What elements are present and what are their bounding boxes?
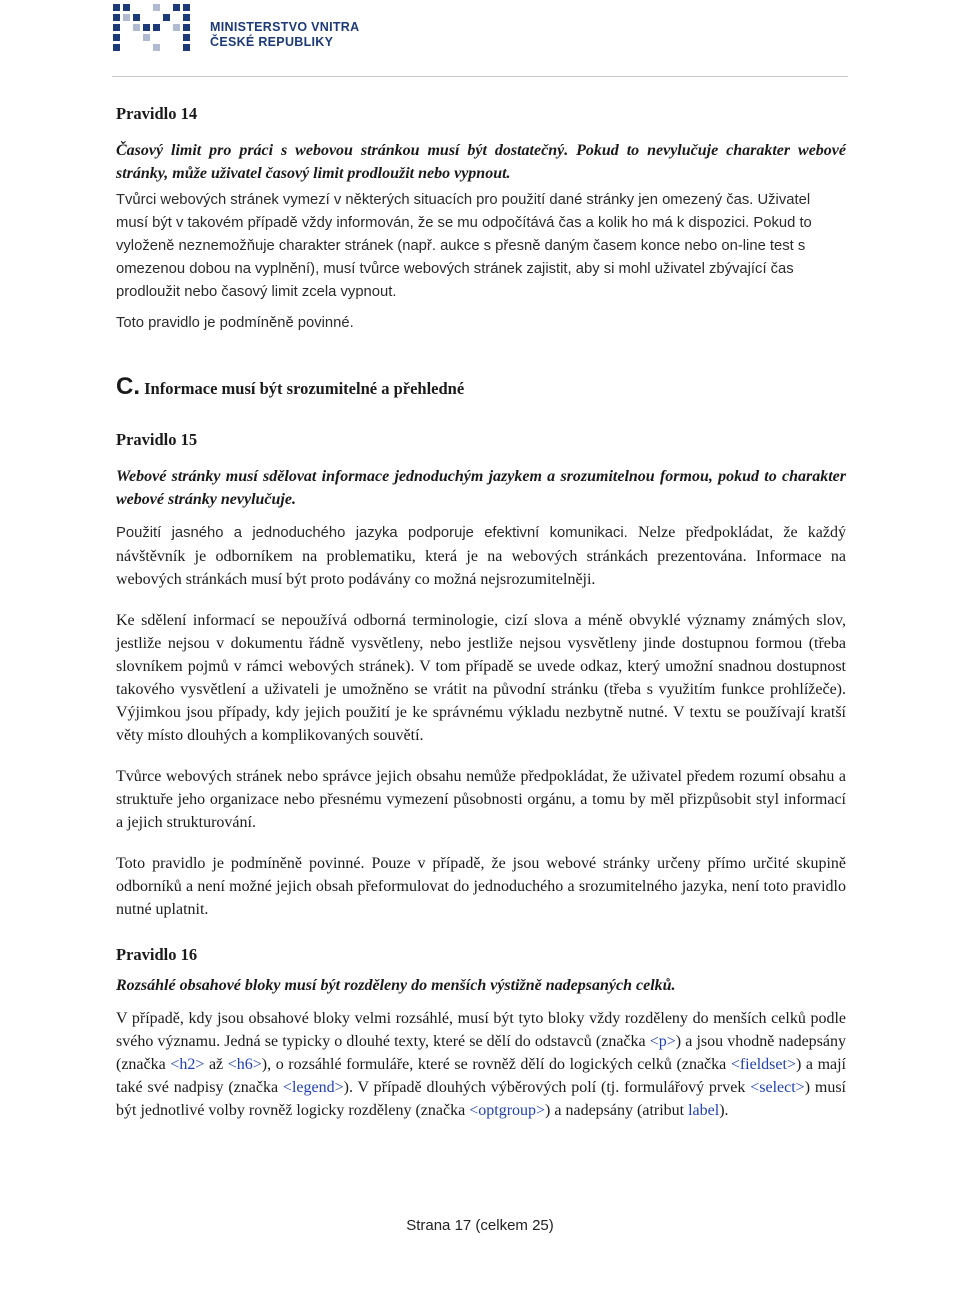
document-body [116,102,846,1122]
rule15-paragraph-4: Toto pravidlo je podmíněně povinné. Pouze v případě, že jsou webové stránky určeny přímo určité skupině odborníků a není možné jejich obsah přeformulovat do jednoduchého a srozumitelného jazyka, není toto pravidlo nutné uplatnit. [116,855,846,918]
rule14-paragraph [116,189,846,304]
ministry-name-line2: ČESKÉ REPUBLIKY [210,35,334,49]
rule14-heading: Pravidlo 14 [116,104,198,123]
tag-h6: <h6> [227,1056,262,1073]
section-c-letter: C. [116,373,140,400]
section-c-title: Informace musí být srozumitelné a přehledné [144,379,465,398]
ministry-name [210,20,359,50]
rule16-text-4: ), o rozsáhlé formuláře, které se rovněž dělí do logických celků (značka [261,1056,731,1073]
section-c-heading [116,375,846,400]
tag-label: label [688,1102,720,1119]
rule15-paragraph-3: Tvůrce webových stránek nebo správce jejich obsahu nemůže předpokládat, že uživatel předem rozumí obsahu a struktuře jeho organizace nebo přesnému vymezení působnosti orgánu, a tomu by měl přizpůsobit styl informací a jejich strukturování. [116,768,846,831]
rule16-paragraph [116,1007,846,1122]
tag-legend: <legend> [282,1079,344,1096]
rule15-heading: Pravidlo 15 [116,430,198,449]
rule15-paragraph-1a: Použití jasného a jednoduchého jazyka podporuje efektivní komunikaci. [116,525,628,541]
tag-select: <select> [750,1079,805,1096]
tag-fieldset: <fieldset> [730,1056,796,1073]
rule16-text-5: ) a mají také své nadpisy (značka [116,1056,847,1096]
rule16-text-3: až [204,1056,228,1073]
rule15-statement: Webové stránky musí sdělovat informace jednoduchým jazykem a srozumitelnou formou, pokud to charakter webové stránky nevylučuje. [116,468,846,508]
rule14-paragraph-a: Tvůrci webových stránek vymezí v některých situacích pro použití dané stránky jen omezený čas. Uživatel musí být v takovém případě vždy informován, že se mu odpočítává čas a kolik ho má k dispozici. Pokud to vyloženě neznemožňuje charakter stránek (např. [116,192,812,254]
rule14-note: Toto pravidlo je podmíněně povinné. [116,315,354,331]
rule16-statement: Rozsáhlé obsahové bloky musí být rozděleny do menších výstižně nadepsaných celků. [116,977,676,994]
rule16-text-6: ). V případě dlouhých výběrových polí (tj. formulářový prvek [343,1079,751,1096]
rule14-paragraph-b: aukce s přesně daným časem konce nebo on-line test s omezenou dobou na vyplnění), musí tvůrce webových stránek zajistit, aby si mohl uživatel zbývající čas prodloužit nebo časový limit zcela vypnout. [116,238,806,300]
rule16-text-9: ). [719,1102,729,1119]
rule16-text-8: ) a nadepsány (atribut [545,1102,689,1119]
header-divider [112,76,848,77]
tag-h2: <h2> [170,1056,205,1073]
rule14-statement: Časový limit pro práci s webovou stránkou musí být dostatečný. Pokud to nevylučuje charakter webové stránky, může uživatel časový limit prodloužit nebo vypnout. [116,142,846,182]
page-header [0,0,960,80]
rule16-text-1: V případě, kdy jsou obsahové bloky velmi rozsáhlé, musí být tyto bloky vždy rozděleny do menších celků podle svého významu. Jedná se typicky o dlouhé texty, které se dělí do odstavců (značka [116,1010,846,1050]
tag-optgroup: <optgroup> [469,1102,546,1119]
rule15-paragraph-1b: Nelze předpokládat, že každý návštěvník je odborníkem na problematiku, která je na webových stránkách prezentována. Informace na webových stránkách musí být proto podávány co možná nejsrozumitelněji. [116,524,847,588]
rule16-heading: Pravidlo 16 [116,945,198,964]
tag-p: <p> [649,1033,676,1050]
rule16-text-7: ) musí být jednotlivé volby rovněž logicky rozděleny (značka [116,1079,847,1119]
ministry-logo-icon [112,3,196,53]
page-footer: Strana 17 (celkem 25) [406,1217,554,1234]
rule15-paragraph-2: Ke sdělení informací se nepoužívá odborná terminologie, cizí slova a méně obvyklé významy známých slov, jestliže nejsou v dokumentu řádně vysvětleny, nebo jestliže nejsou vysvětleny jinde dostupnou formou (třeba slovníkem pojmů v rámci webových stránek). V tom případě se uvede odkaz, který umožní snadnou dostupnost takového vysvětlení a uživateli je umožněno se vrátit na původní stránku (třeba s využitím funkce prohlížeče). Výjimkou jsou případy, kdy jejich použití je ke správnému výkladu nezbytně nutné. V textu se používají kratší věty místo dlouhých a komplikovaných souvětí. [116,612,846,744]
ministry-name-line1: MINISTERSTVO VNITRA [210,20,360,34]
rule16-text-2: ) a jsou vhodně nadepsány (značka [116,1033,846,1073]
rule15-paragraph-1 [116,521,846,591]
